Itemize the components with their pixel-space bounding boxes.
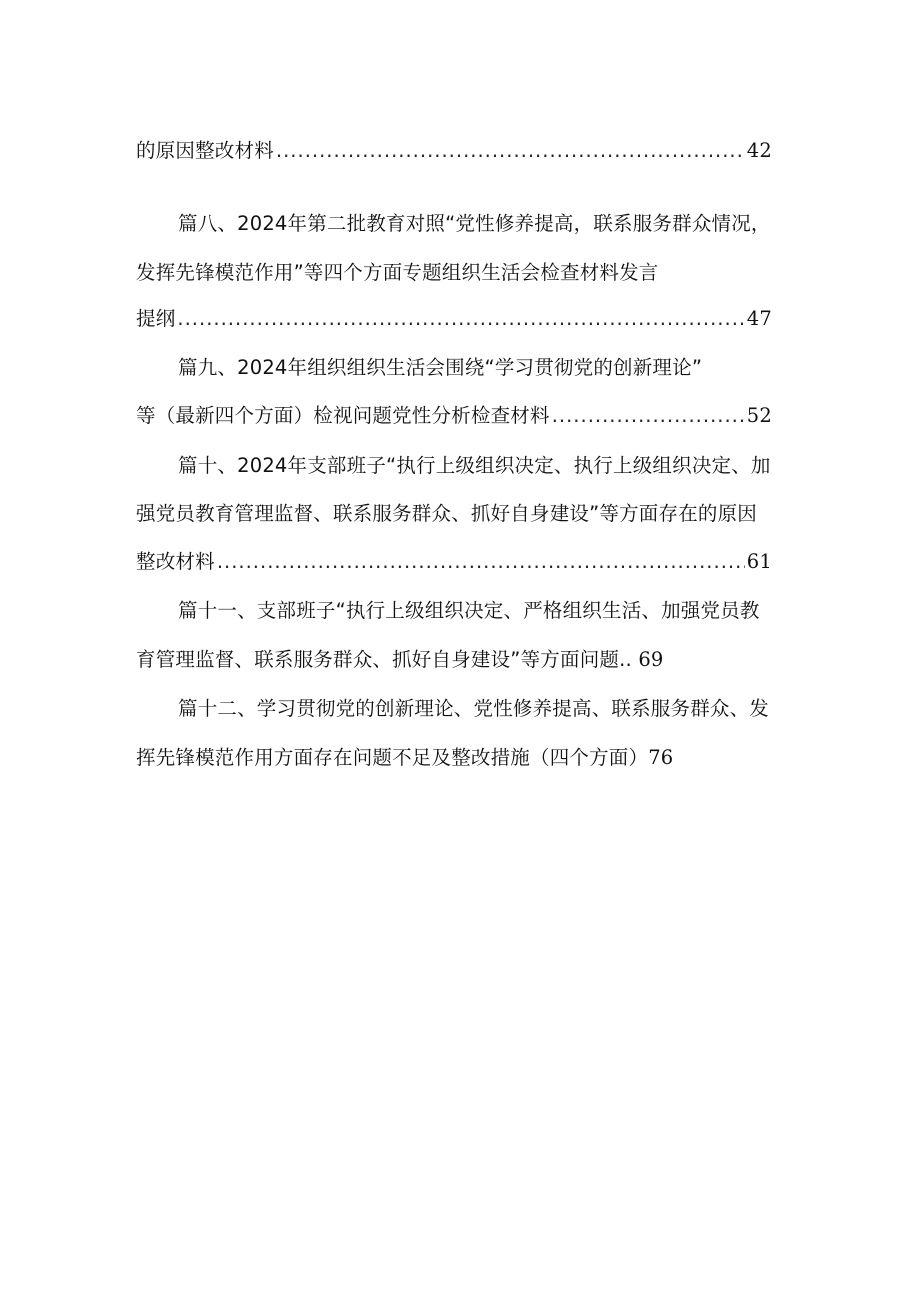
toc-entry-line: 篇十二、学习贯彻党的创新理论、党性修养提高、联系服务群众、发 [178,697,770,720]
toc-entry-text: 整改材料 [136,550,215,573]
page-number: 42 [746,139,772,162]
toc-entry-line: 篇九、2024年组织组织生活会围绕“学习贯彻党的创新理论” [178,356,703,379]
toc-entry-tail [136,741,673,775]
page-number: 52 [746,404,772,427]
toc-entry-tail [136,399,772,433]
page-number: 76 [648,746,674,769]
toc-entry-line: 强党员教育管理监督、联系服务群众、抓好自身建设”等方面存在的原因 [136,502,758,525]
dot-leader [217,545,745,579]
dot-leader [552,399,745,433]
toc-entry-line: 篇八、2024年第二批教育对照“党性修养提高，联系服务群众情况， [178,212,771,235]
page-number: 47 [746,307,772,330]
toc-entry-text: 等（最新四个方面）检视问题党性分析检查材料 [136,404,550,427]
page-number: 69 [638,648,664,671]
toc-entry-line: 篇十、2024年支部班子“执行上级组织决定、执行上级组织决定、加 [178,454,771,477]
dot-leader [177,302,744,336]
toc-entry-text: 育管理监督、联系服务群众、抓好自身建设”等方面问题.. [136,648,632,671]
dot-leader [276,134,745,168]
toc-entry-tail [136,134,772,168]
toc-entry-tail [136,545,772,579]
toc-entry-text: 的原因整改材料 [136,139,274,162]
toc-entry-text: 挥先锋模范作用方面存在问题不足及整改措施（四个方面） [136,746,649,769]
toc-entry-tail [136,302,772,336]
toc-entry-tail [136,643,664,677]
toc-entry-line: 篇十一、支部班子“执行上级组织决定、严格组织生活、加强党员教 [178,599,760,622]
toc-entry-line: 发挥先锋模范作用”等四个方面专题组织生活会检查材料发言 [136,261,659,284]
toc-entry-text: 提纲 [136,307,176,330]
page-number: 61 [746,550,772,573]
